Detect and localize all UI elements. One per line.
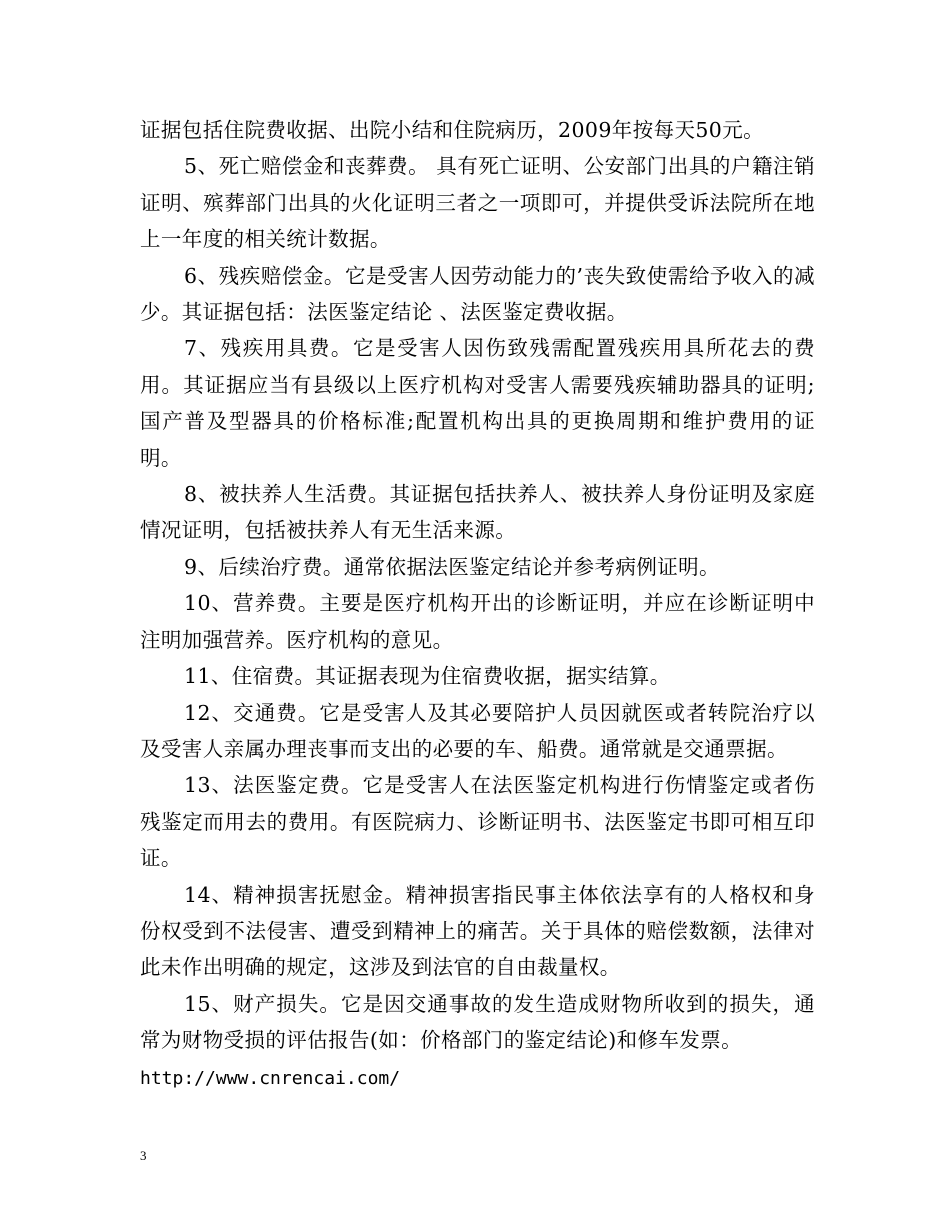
paragraph-item-14: 14、精神损害抚慰金。精神损害指民事主体依法享有的人格权和身份权受到不法侵害、遭受到精神上的痛苦。关于具体的赔偿数额，法律对此未作出明确的规定，这涉及到法官的自由裁量权。 <box>140 882 815 980</box>
page-number: 3 <box>140 1148 147 1163</box>
paragraph-item-9: 9、后续治疗费。通常依据法医鉴定结论并参考病例证明。 <box>184 554 720 579</box>
paragraph-item-5: 5、死亡赔偿金和丧葬费。 具有死亡证明、公安部门出具的户籍注销证明、殡葬部门出具的火化证明三者之一项即可，并提供受诉法院所在地上一年度的相关统计数据。 <box>140 154 815 252</box>
paragraph-item-10: 10、营养费。主要是医疗机构开出的诊断证明，并应在诊断证明中注明加强营养。医疗机构的意见。 <box>140 591 815 652</box>
paragraph-item-13: 13、法医鉴定费。它是受害人在法医鉴定机构进行伤情鉴定或者伤残鉴定而用去的费用。有医院病力、诊断证明书、法医鉴定书即可相互印证。 <box>140 773 815 871</box>
paragraph-item-7: 7、残疾用具费。它是受害人因伤致残需配置残疾用具所花去的费用。其证据应当有县级以上医疗机构对受害人需要残疾辅助器具的证明;国产普及型器具的价格标准;配置机构出具的更换周期和维护费用的证明。 <box>140 336 815 470</box>
paragraph-item-15: 15、财产损失。它是因交通事故的发生造成财物所收到的损失，通常为财物受损的评估报告(如：价格部门的鉴定结论)和修车发票。 <box>140 991 815 1053</box>
paragraph-continuation: 证据包括住院费收据、出院小结和住院病历，2009年按每天50元。 <box>140 118 765 142</box>
paragraph-item-12: 12、交通费。它是受害人及其必要陪护人员因就医或者转院治疗以及受害人亲属办理丧事而支出的必要的车、船费。通常就是交通票据。 <box>140 700 815 761</box>
source-url-line <box>140 1059 815 1097</box>
paragraph-item-8: 8、被扶养人生活费。其证据包括扶养人、被扶养人身份证明及家庭情况证明，包括被扶养人有无生活来源。 <box>140 482 815 543</box>
paragraph-item-11: 11、住宿费。其证据表现为住宿费收据，据实结算。 <box>184 664 671 689</box>
source-url: http://www.cnrencai.com/ <box>140 1067 401 1089</box>
paragraph-item-6: 6、残疾赔偿金。它是受害人因劳动能力的’丧失致使需给予收入的减少。其证据包括：法医鉴定结论 、法医鉴定费收据。 <box>140 263 815 325</box>
body-text <box>140 112 815 1097</box>
